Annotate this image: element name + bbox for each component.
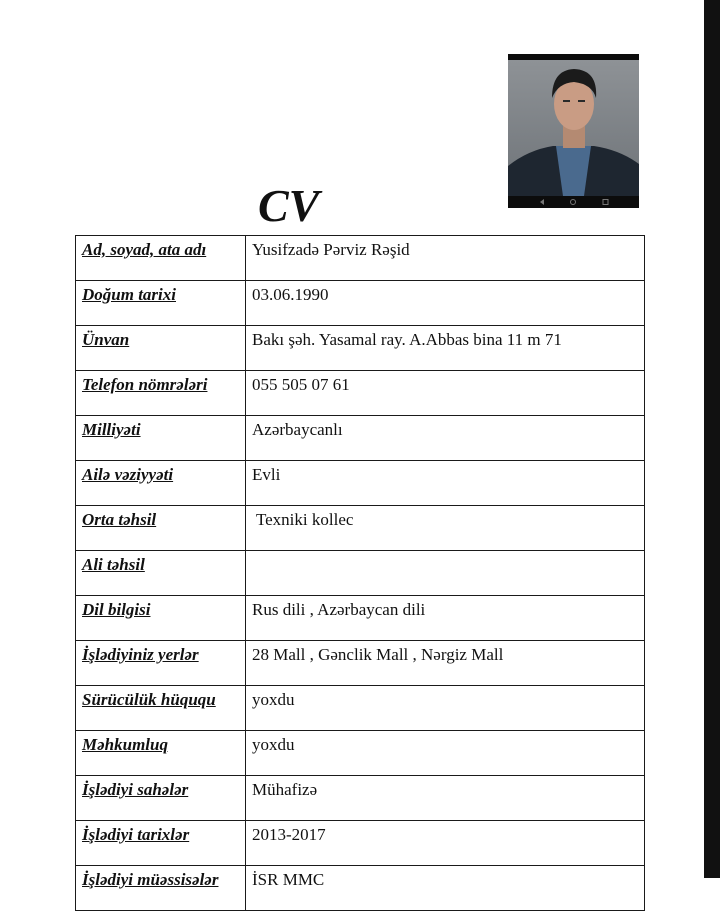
table-row (76, 641, 645, 686)
row-label: Ünvan (76, 326, 246, 371)
row-label: Ad, soyad, ata adı (76, 236, 246, 281)
table-row (76, 821, 645, 866)
row-value: Texniki kollec (246, 506, 645, 551)
row-label: Doğum tarixi (76, 281, 246, 326)
row-value: Rus dili , Azərbaycan dili (246, 596, 645, 641)
table-row (76, 551, 645, 596)
row-label: Telefon nömrələri (76, 371, 246, 416)
row-label: Milliyəti (76, 416, 246, 461)
row-value: Yusifzadə Pərviz Rəşid (246, 236, 645, 281)
table-row (76, 596, 645, 641)
row-value: 28 Mall , Gənclik Mall , Nərgiz Mall (246, 641, 645, 686)
row-label: Dil bilgisi (76, 596, 246, 641)
row-label: İşlədiyi müəssisələr (76, 866, 246, 911)
table-row (76, 866, 645, 911)
row-label: İşlədiyi tarixlər (76, 821, 246, 866)
row-label: Sürücülük hüququ (76, 686, 246, 731)
row-value: Evli (246, 461, 645, 506)
row-value: 2013-2017 (246, 821, 645, 866)
row-label: Orta təhsil (76, 506, 246, 551)
table-row (76, 461, 645, 506)
row-label: Ali təhsil (76, 551, 246, 596)
row-value: Azərbaycanlı (246, 416, 645, 461)
applicant-photo (508, 54, 639, 208)
table-row (76, 281, 645, 326)
row-value (246, 551, 645, 596)
document-title: CV (258, 180, 320, 231)
row-value: Mühafizə (246, 776, 645, 821)
row-value: Bakı şəh. Yasamal ray. A.Abbas bina 11 m 71 (246, 326, 645, 371)
table-row (76, 326, 645, 371)
table-row (76, 416, 645, 461)
table-row (76, 731, 645, 776)
row-label: Ailə vəziyyəti (76, 461, 246, 506)
table-row (76, 686, 645, 731)
row-label: İşlədiyiniz yerlər (76, 641, 246, 686)
row-value: yoxdu (246, 731, 645, 776)
row-value: yoxdu (246, 686, 645, 731)
table-row (76, 236, 645, 281)
table-row (76, 776, 645, 821)
page-edge (704, 0, 720, 878)
row-label: Məhkumluq (76, 731, 246, 776)
row-value: 055 505 07 61 (246, 371, 645, 416)
row-value: 03.06.1990 (246, 281, 645, 326)
cv-info-table (75, 235, 645, 911)
table-row (76, 371, 645, 416)
row-label: İşlədiyi sahələr (76, 776, 246, 821)
row-value: İSR MMC (246, 866, 645, 911)
table-row (76, 506, 645, 551)
